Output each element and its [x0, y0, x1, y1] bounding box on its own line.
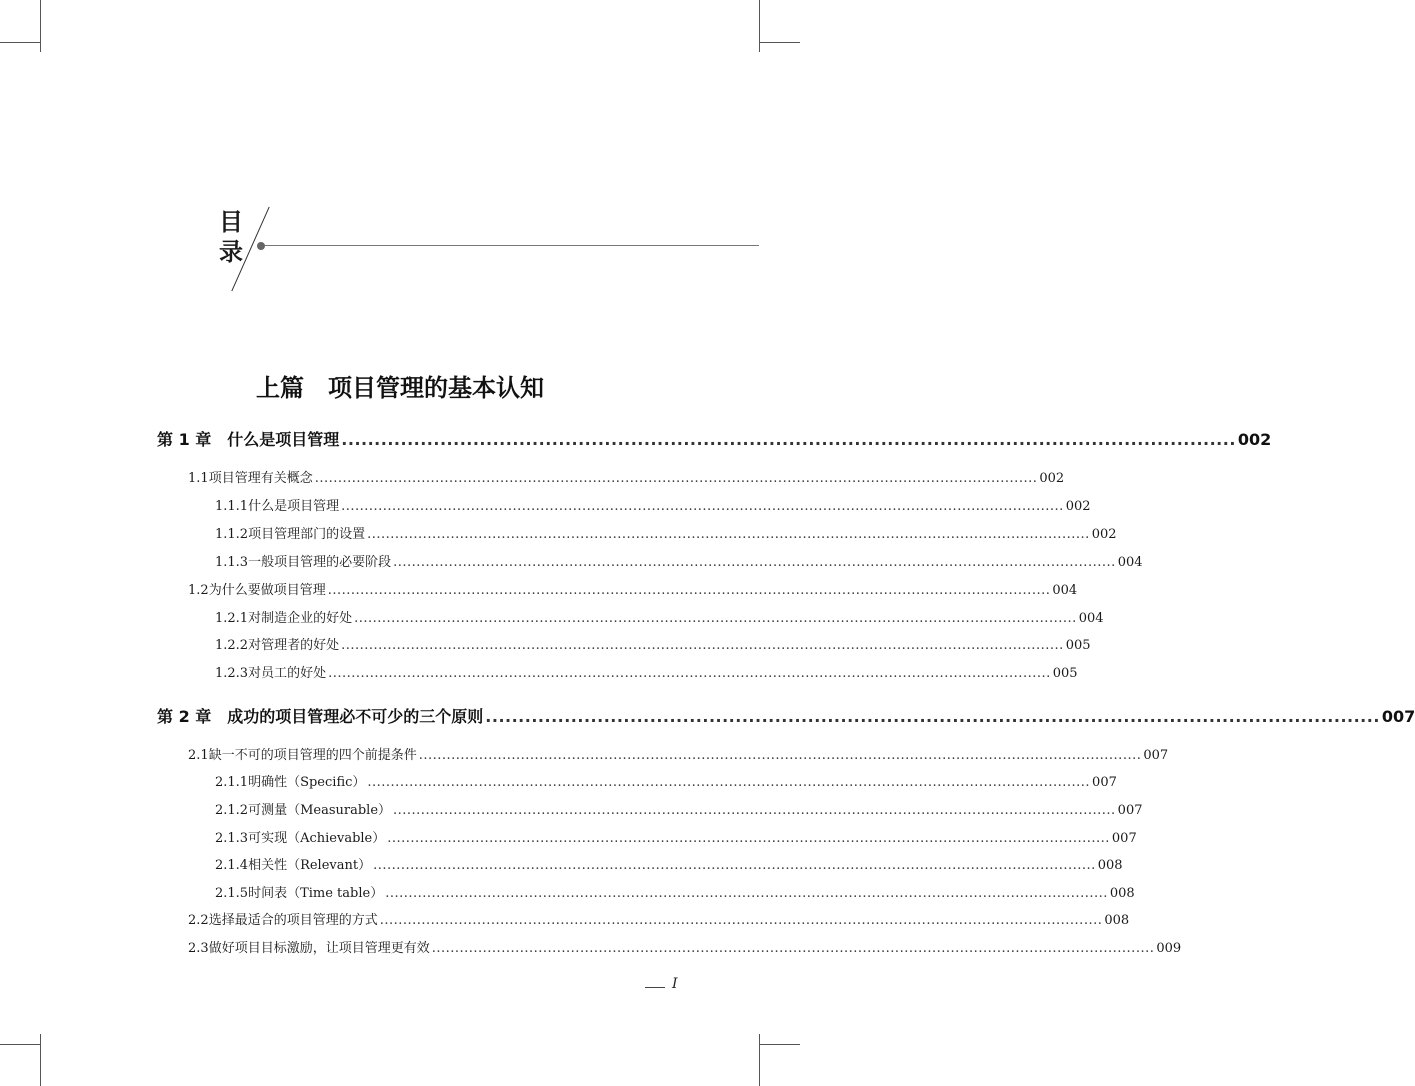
entry-number: 2.1.5	[215, 886, 249, 901]
page-number: 005	[1052, 666, 1078, 681]
toc-entry[interactable]	[215, 662, 1078, 681]
page-number: 002	[1237, 430, 1272, 449]
toc-entry[interactable]	[215, 607, 1104, 626]
toc-entry[interactable]	[215, 882, 1135, 901]
page-number: 009	[1156, 941, 1182, 956]
crop-mark	[759, 0, 760, 52]
page-number: 002	[1091, 527, 1117, 542]
dot-leader: ............................................................................................................................................................	[431, 941, 1155, 956]
entry-title: 项目管理有关概念	[208, 471, 313, 486]
entry-title: 时间表（Time table）	[248, 886, 384, 901]
crop-mark	[760, 42, 800, 43]
part-title: 上篇 项目管理的基本认知	[256, 374, 544, 402]
page-number: 007	[1111, 831, 1137, 846]
toc-heading-char: 目	[219, 208, 243, 236]
dot-leader: ............................................................................................................................................................	[314, 471, 1038, 486]
entry-title: 什么是项目管理	[248, 499, 340, 514]
page-number: 007	[1381, 707, 1415, 726]
entry-title: 缺一不可的项目管理的四个前提条件	[208, 748, 417, 763]
toc-entry[interactable]	[215, 771, 1117, 790]
crop-mark	[0, 1044, 40, 1045]
toc-entry[interactable]	[215, 854, 1123, 873]
toc-entry[interactable]	[188, 744, 1169, 763]
entry-number: 2.3	[188, 941, 209, 956]
toc-entry[interactable]	[188, 937, 1182, 956]
page-number: 008	[1109, 886, 1135, 901]
dot-leader: ........................................................................................................................................	[341, 430, 1236, 449]
page-number: 007	[1092, 775, 1117, 790]
folio-rule	[645, 987, 665, 988]
page-number: 004	[1117, 555, 1143, 570]
entry-number: 1.1.2	[215, 527, 249, 542]
entry-number: 2.1	[188, 748, 209, 763]
dot-leader: ............................................................................................................................................................	[354, 611, 1077, 626]
entry-title: 项目管理部门的设置	[248, 527, 366, 542]
dot-leader: ............................................................................................................................................................	[393, 803, 1116, 818]
entry-title: 相关性（Relevant）	[248, 858, 372, 873]
entry-title: 为什么要做项目管理	[208, 583, 326, 598]
page-number: 005	[1065, 638, 1091, 653]
entry-number: 1.2.1	[215, 611, 249, 626]
toc-entry[interactable]	[188, 467, 1065, 486]
entry-title: 对管理者的好处	[248, 638, 340, 653]
toc-entry[interactable]	[215, 634, 1091, 653]
dot-leader: ............................................................................................................................................................	[418, 748, 1142, 763]
crop-mark	[759, 1034, 760, 1086]
dot-leader: ............................................................................................................................................................	[373, 858, 1096, 873]
entry-number: 1.1	[188, 471, 209, 486]
dot-leader: ............................................................................................................................................................	[385, 886, 1108, 901]
page-number: 008	[1104, 913, 1130, 928]
dot-leader: ............................................................................................................................................................	[328, 666, 1051, 681]
dot-leader: ............................................................................................................................................................	[393, 555, 1116, 570]
page-number: 004	[1078, 611, 1104, 626]
heading-dot	[257, 242, 265, 250]
toc-entry[interactable]	[215, 551, 1143, 570]
entry-number: 1.2	[188, 583, 209, 598]
entry-number: 1.2.2	[215, 638, 249, 653]
page-number: 004	[1052, 583, 1078, 598]
entry-number: 2.2	[188, 913, 209, 928]
heading-rule	[265, 245, 759, 246]
chapter-entry[interactable]	[157, 704, 1415, 727]
entry-title: 选择最适合的项目管理的方式	[208, 913, 378, 928]
page-number: 002	[1065, 499, 1091, 514]
chapter-title: 第 2 章 成功的项目管理必不可少的三个原则	[157, 707, 484, 726]
chapter-entry[interactable]	[157, 427, 1272, 450]
entry-title: 做好项目目标激励，让项目管理更有效	[208, 941, 430, 956]
entry-number: 2.1.4	[215, 858, 249, 873]
entry-number: 1.1.3	[215, 555, 249, 570]
entry-title: 对员工的好处	[248, 666, 327, 681]
folio-number: I	[672, 976, 678, 992]
page-number: 007	[1143, 748, 1169, 763]
entry-title: 明确性（Specific）	[248, 775, 366, 790]
dot-leader: ............................................................................................................................................................	[341, 499, 1064, 514]
crop-mark	[760, 1044, 800, 1045]
entry-number: 2.1.3	[215, 831, 249, 846]
entry-title: 对制造企业的好处	[248, 611, 353, 626]
entry-title: 可实现（Achievable）	[248, 831, 386, 846]
page-number: 008	[1097, 858, 1123, 873]
toc-entry[interactable]	[215, 495, 1091, 514]
toc-heading-char: 录	[219, 238, 243, 266]
entry-number: 2.1.2	[215, 803, 249, 818]
entry-number: 2.1.1	[215, 775, 249, 790]
crop-mark	[40, 1034, 41, 1086]
crop-mark	[40, 0, 41, 52]
dot-leader: ............................................................................................................................................................	[367, 775, 1091, 790]
entry-number: 1.1.1	[215, 499, 249, 514]
dot-leader: ........................................................................................................................................	[485, 707, 1380, 726]
dot-leader: ............................................................................................................................................................	[387, 831, 1110, 846]
toc-entry[interactable]	[188, 909, 1130, 928]
toc-entry[interactable]	[215, 799, 1143, 818]
toc-heading	[219, 207, 243, 267]
entry-title: 一般项目管理的必要阶段	[248, 555, 392, 570]
entry-title: 可测量（Measurable）	[248, 803, 392, 818]
entry-number: 1.2.3	[215, 666, 249, 681]
dot-leader: ............................................................................................................................................................	[379, 913, 1103, 928]
dot-leader: ............................................................................................................................................................	[341, 638, 1064, 653]
chapter-title: 第 1 章 什么是项目管理	[157, 430, 340, 449]
crop-mark	[0, 42, 40, 43]
dot-leader: ............................................................................................................................................................	[327, 583, 1051, 598]
toc-entry[interactable]	[215, 827, 1137, 846]
toc-entry[interactable]	[215, 523, 1117, 542]
page-number: 007	[1117, 803, 1143, 818]
page-number: 002	[1039, 471, 1065, 486]
toc-entry[interactable]	[188, 579, 1078, 598]
dot-leader: ............................................................................................................................................................	[367, 527, 1090, 542]
